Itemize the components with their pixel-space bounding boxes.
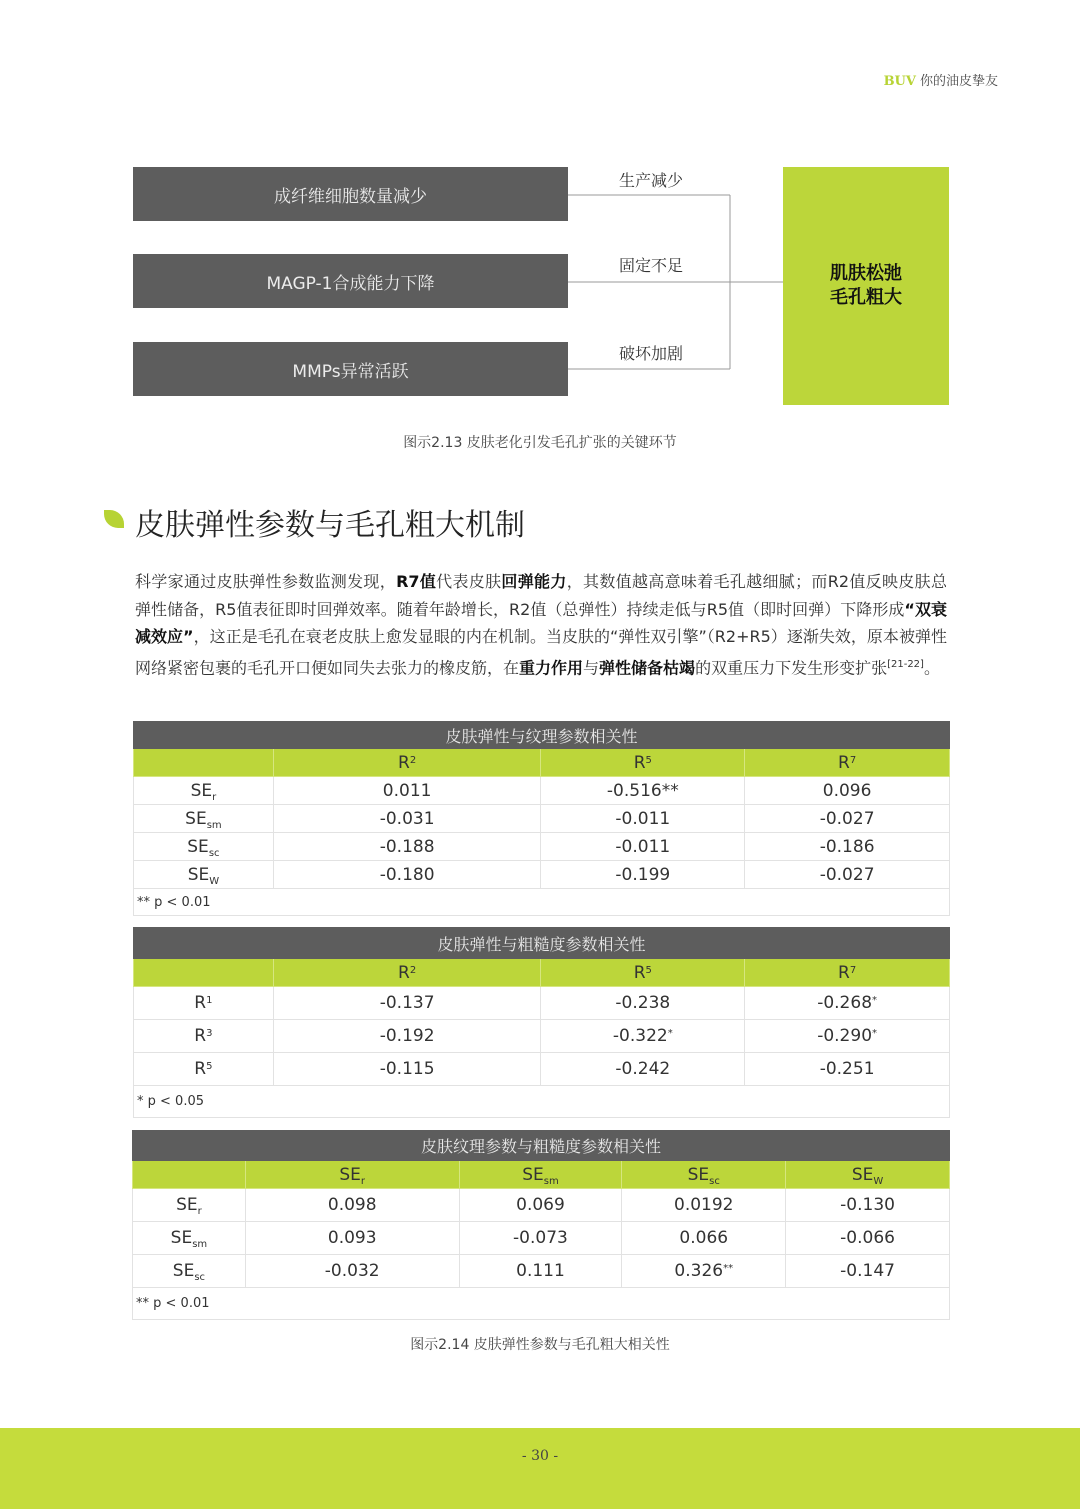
- cell: -0.322*: [541, 1020, 745, 1053]
- table-note: ** p < 0.01: [134, 889, 950, 916]
- cell: -0.073: [459, 1222, 622, 1255]
- cell: -0.180: [273, 861, 541, 889]
- row-header: $SE_W$: [134, 861, 274, 889]
- page-number: - 30 -: [521, 1448, 559, 1464]
- effect-line-1: 肌肤松弛: [830, 263, 902, 284]
- row-header: $SE_{sm}$: [133, 1222, 246, 1255]
- cell: -0.147: [786, 1255, 950, 1288]
- cell: -0.031: [273, 805, 541, 833]
- cell: -0.011: [541, 833, 745, 861]
- col-header: $SE_r$: [245, 1161, 459, 1189]
- figure-caption-2-14: 图示2.14 皮肤弹性参数与毛孔粗大相关性: [410, 1337, 670, 1353]
- cell: 0.326**: [622, 1255, 786, 1288]
- leaf-icon: [104, 510, 124, 528]
- table-elasticity-roughness: [133, 927, 950, 1118]
- footer-band: [0, 1428, 1080, 1509]
- col-header: $R^2$: [273, 959, 541, 987]
- row-header: $R^3$: [134, 1020, 274, 1053]
- row-header: $SE_{sm}$: [134, 805, 274, 833]
- table-title: 皮肤弹性与粗糙度参数相关性: [134, 928, 950, 959]
- table-texture-roughness: [132, 1130, 950, 1320]
- cell: -0.199: [541, 861, 745, 889]
- cell: -0.188: [273, 833, 541, 861]
- table-row: [134, 1020, 950, 1053]
- section-title: 皮肤弹性参数与毛孔粗大机制: [135, 508, 525, 543]
- cause-box-1: 成纤维细胞数量减少: [133, 167, 568, 221]
- edge-label-2: 固定不足: [618, 256, 683, 275]
- brand-logo: BUV: [883, 74, 916, 89]
- cell: -0.268*: [745, 987, 950, 1020]
- table-title: 皮肤弹性与纹理参数相关性: [134, 722, 950, 749]
- table-row: [134, 777, 950, 805]
- section-paragraph: 科学家通过皮肤弹性参数监测发现，R7值代表皮肤回弹能力，其数值越高意味着毛孔越细腻；而R2值反映皮肤总弹性储备，R5值表征即时回弹效率。随着年龄增长，R2值（总弹性）持续走低与R5值（即时回弹）下降形成“双衰减效应”，这正是毛孔在衰老皮肤上愈发显眼的内在机制。当皮肤的“弹性双引擎”（R2+R5）逐渐失效，原本被弹性网络紧密包裹的毛孔开口便如同失去张力的橡皮筋，在重力作用与弹性储备枯竭的双重压力下发生形变扩张[21-22]。: [135, 572, 947, 677]
- cause-box-2: MAGP-1合成能力下降: [133, 254, 568, 308]
- citation: [21-22]: [887, 658, 924, 670]
- cell: -0.066: [786, 1222, 950, 1255]
- table-note: ** p < 0.01: [133, 1288, 950, 1320]
- col-header: $R^5$: [541, 749, 745, 777]
- table-header-row: [133, 1161, 950, 1189]
- cell: -0.192: [273, 1020, 541, 1053]
- cell: -0.027: [745, 861, 950, 889]
- row-header: $SE_{sc}$: [133, 1255, 246, 1288]
- cell: 0.0192: [622, 1189, 786, 1222]
- col-header: $SE_{sc}$: [622, 1161, 786, 1189]
- cell: 0.066: [622, 1222, 786, 1255]
- row-header: $SE_r$: [134, 777, 274, 805]
- cell: 0.111: [459, 1255, 622, 1288]
- bold-r7: R7值: [396, 572, 437, 591]
- effect-box: [783, 167, 949, 405]
- table-header-row: [134, 959, 950, 987]
- bold-gravity: 重力作用: [519, 657, 584, 677]
- cell: -0.290*: [745, 1020, 950, 1053]
- cell: 0.011: [273, 777, 541, 805]
- cell: -0.242: [541, 1053, 745, 1086]
- brand-slogan: 你的油皮挚友: [919, 74, 998, 89]
- cell: -0.115: [273, 1053, 541, 1086]
- cell: -0.032: [245, 1255, 459, 1288]
- row-header: $R^1$: [134, 987, 274, 1020]
- cell: -0.027: [745, 805, 950, 833]
- cell: -0.130: [786, 1189, 950, 1222]
- table-row: [134, 861, 950, 889]
- cause-box-3: MMPs异常活跃: [133, 342, 568, 396]
- row-header: $R^5$: [134, 1053, 274, 1086]
- table-row: [134, 1053, 950, 1086]
- cell: -0.251: [745, 1053, 950, 1086]
- table-row: [134, 833, 950, 861]
- table-row: [133, 1222, 950, 1255]
- col-header: $R^7$: [745, 749, 950, 777]
- col-header: $R^7$: [745, 959, 950, 987]
- cell: 0.093: [245, 1222, 459, 1255]
- col-header: $R^2$: [273, 749, 541, 777]
- table-row: [133, 1255, 950, 1288]
- effect-line-2: 毛孔粗大: [830, 287, 902, 308]
- table-note: * p < 0.05: [134, 1086, 950, 1118]
- edge-label-1: 生产减少: [618, 171, 683, 190]
- col-header: $SE_W$: [786, 1161, 950, 1189]
- col-header: $SE_{sm}$: [459, 1161, 622, 1189]
- cell: 0.069: [459, 1189, 622, 1222]
- cell: 0.096: [745, 777, 950, 805]
- cell: -0.238: [541, 987, 745, 1020]
- cell: -0.137: [273, 987, 541, 1020]
- row-header: $SE_r$: [133, 1189, 246, 1222]
- edge-label-3: 破坏加剧: [618, 344, 683, 363]
- table-header-row: [134, 749, 950, 777]
- table-row: [133, 1189, 950, 1222]
- figure-caption-2-13: 图示2.13 皮肤老化引发毛孔扩张的关键环节: [403, 435, 677, 451]
- col-header: $R^5$: [541, 959, 745, 987]
- bold-double-decay: “双衰减效应”: [135, 599, 947, 646]
- cell: -0.011: [541, 805, 745, 833]
- cell: -0.186: [745, 833, 950, 861]
- table-title: 皮肤纹理参数与粗糙度参数相关性: [133, 1131, 950, 1161]
- cell: 0.098: [245, 1189, 459, 1222]
- table-row: [134, 987, 950, 1020]
- table-elasticity-texture: [133, 721, 950, 916]
- cell: -0.516**: [541, 777, 745, 805]
- row-header: $SE_{sc}$: [134, 833, 274, 861]
- table-row: [134, 805, 950, 833]
- bold-elastic-reserve: 弹性储备枯竭: [599, 657, 696, 677]
- bold-rebound: 回弹能力: [501, 572, 567, 591]
